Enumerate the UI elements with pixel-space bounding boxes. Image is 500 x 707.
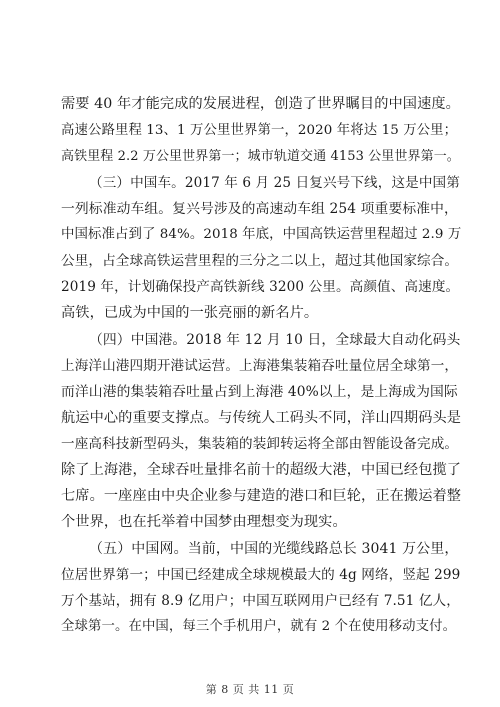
text-line: 一列标准动车组。复兴号涉及的高速动车组 254 项重要标准中， <box>61 201 458 217</box>
text-line: 个世界，也在托举着中国梦由理想变为现实。 <box>61 514 347 530</box>
text-line: 2019 年，计划确保投产高铁新线 3200 公里。高颜值、高速度。 <box>61 279 460 295</box>
text-line: 高铁，已成为中国的一张亮丽的新名片。 <box>61 305 319 321</box>
text-line: 位居世界第一；中国已经建成全球规模最大的 4g 网络，竖起 299 <box>61 567 461 583</box>
text-line: 中国标准占到了 84%。2018 年底，中国高铁运营里程超过 2.9 万 <box>61 227 462 242</box>
text-line: 万个基站，拥有 8.9 亿用户；中国互联网用户已经有 7.51 亿人， <box>61 593 460 609</box>
text-line: 航运中心的重要支撑点。与传统人工码头不同，洋山四期码头是 <box>61 410 462 426</box>
page-number-footer: 第 8 页 共 11 页 <box>205 683 295 696</box>
text-line: 上海洋山港四期开港试运营。上海港集装箱吞吐量位居全球第一， <box>61 358 459 374</box>
text-line: 除了上海港，全球吞吐量排名前十的超级大港，中国已经包揽了 <box>61 462 462 478</box>
text-line: 而洋山港的集装箱吞吐量占到上海港 40%以上，是上海成为国际 <box>61 384 458 400</box>
text-line: 高铁里程 2.2 万公里世界第一；城市轨道交通 4153 公里世界第一。 <box>61 149 460 164</box>
paragraph-start-line: （五）中国网。当前，中国的光缆线路总长 3041 万公里， <box>89 541 459 557</box>
text-line: 一座高科技新型码头，集装箱的装卸转运将全部由智能设备完成。 <box>61 436 459 452</box>
paragraph-start-line: （三）中国车。2017 年 6 月 25 日复兴号下线，这是中国第 <box>89 175 460 191</box>
text-line: 公里，占全球高铁运营里程的三分之二以上，超过其他国家综合。 <box>61 253 459 269</box>
paragraph-start-line: （四）中国港。2018 年 12 月 10 日，全球最大自动化码头 <box>89 332 461 348</box>
text-line: 七席。一座座由中央企业参与建造的港口和巨轮，正在搬运着整 <box>61 488 462 504</box>
text-line: 高速公路里程 13、1 万公里世界第一，2020 年将达 15 万公里； <box>61 123 458 138</box>
text-line: 需要 40 年才能完成的发展进程，创造了世界瞩目的中国速度。 <box>61 96 460 112</box>
text-line: 全球第一。在中国，每三个手机用户，就有 2 个在使用移动支付。 <box>61 619 457 634</box>
